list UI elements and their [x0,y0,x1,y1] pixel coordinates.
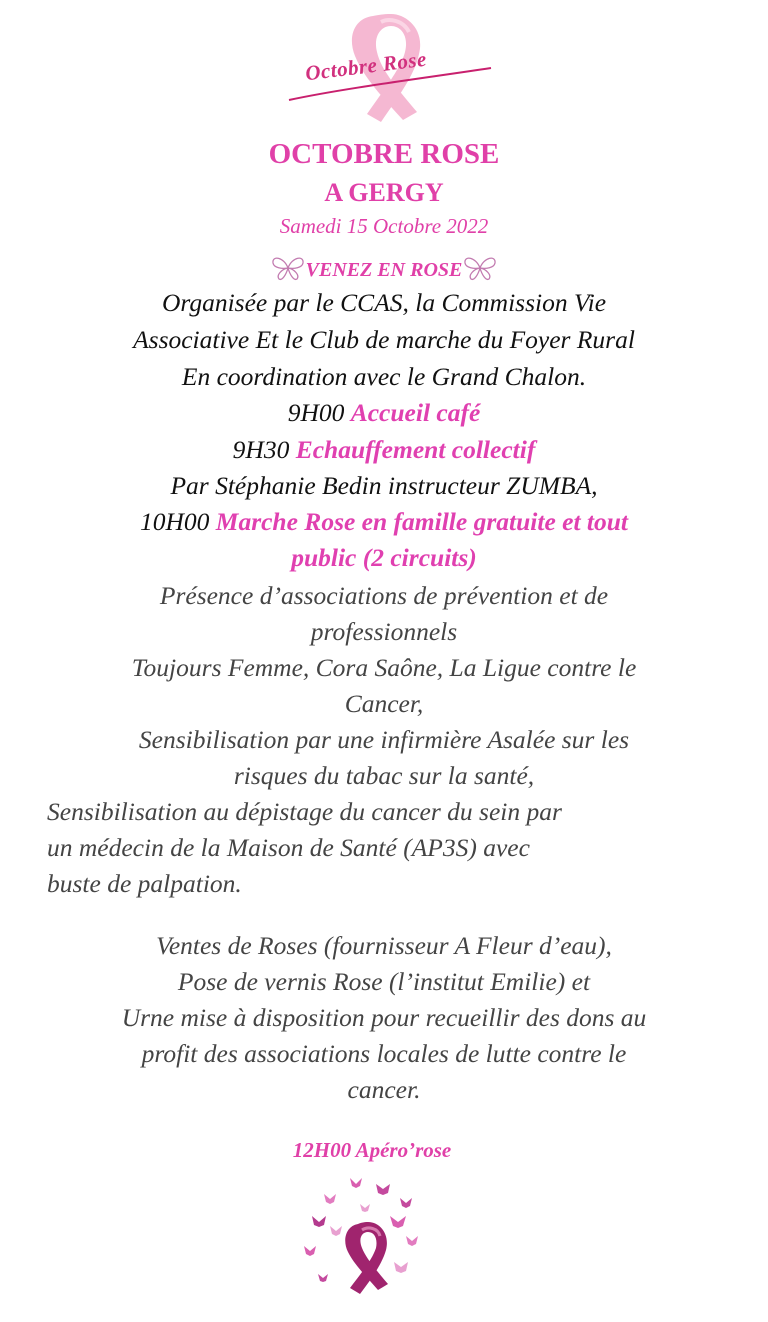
ventes-line-5: cancer. [347,1075,421,1104]
presence-line-6: risques du tabac sur la santé, [233,761,535,790]
butterfly-icon [462,255,498,281]
instructor-line: Par Stéphanie Bedin instructeur ZUMBA, [170,471,598,500]
schedule-activity: Echauffement collectif [295,435,536,464]
event-date: Samedi 15 Octobre 2022 [279,214,489,238]
walk-time: 10H00 [139,507,210,536]
ventes-line-2: Pose de vernis Rose (l’institut Emilie) et [177,967,591,996]
presence-line-7: Sensibilisation au dépistage du cancer du sein par [47,797,562,826]
organisers-line-2: Associative Et le Club de marche du Foyer Rural [133,325,635,354]
organisers-line-1: Organisée par le CCAS, la Commission Vie [161,288,607,317]
organisers-line-3: En coordination avec le Grand Chalon. [181,362,587,391]
presence-line-2: professionnels [310,617,458,646]
butterfly-icon [270,255,306,281]
venez-en-rose-line [0,255,768,282]
octobre-rose-logo [285,8,495,138]
schedule-row-1 [0,398,768,428]
schedule-row-2 [0,435,768,465]
page-subtitle: A GERGY [324,178,444,207]
ventes-line-4: profit des associations locales de lutte contre le [141,1039,627,1068]
logo-text: Octobre Rose [303,46,429,86]
page-title: OCTOBRE ROSE [268,138,500,170]
walk-activity-1: Marche Rose en famille gratuite et tout [215,507,629,536]
presence-line-1: Présence d’associations de prévention et de [159,581,609,610]
presence-line-9: buste de palpation. [47,869,242,898]
ventes-line-3: Urne mise à disposition pour recueillir des dons au [121,1003,647,1032]
schedule-time: 9H00 [287,398,345,427]
presence-line-3: Toujours Femme, Cora Saône, La Ligue contre le [131,653,637,682]
walk-row [0,507,768,537]
schedule-time: 9H30 [232,435,290,464]
venez-text: VENEZ EN ROSE [305,259,463,281]
apero-line: 12H00 Apéro’rose [292,1138,452,1162]
ventes-line-1: Ventes de Roses (fournisseur A Fleur d’eau), [156,931,612,960]
presence-line-4: Cancer, [344,689,424,718]
walk-activity-2: public (2 circuits) [291,543,477,572]
ribbon-butterflies-icon [290,1170,440,1298]
presence-line-8: un médecin de la Maison de Santé (AP3S) avec [47,833,530,862]
schedule-activity: Accueil café [350,398,481,427]
presence-line-5: Sensibilisation par une infirmière Asalée sur les [138,725,630,754]
